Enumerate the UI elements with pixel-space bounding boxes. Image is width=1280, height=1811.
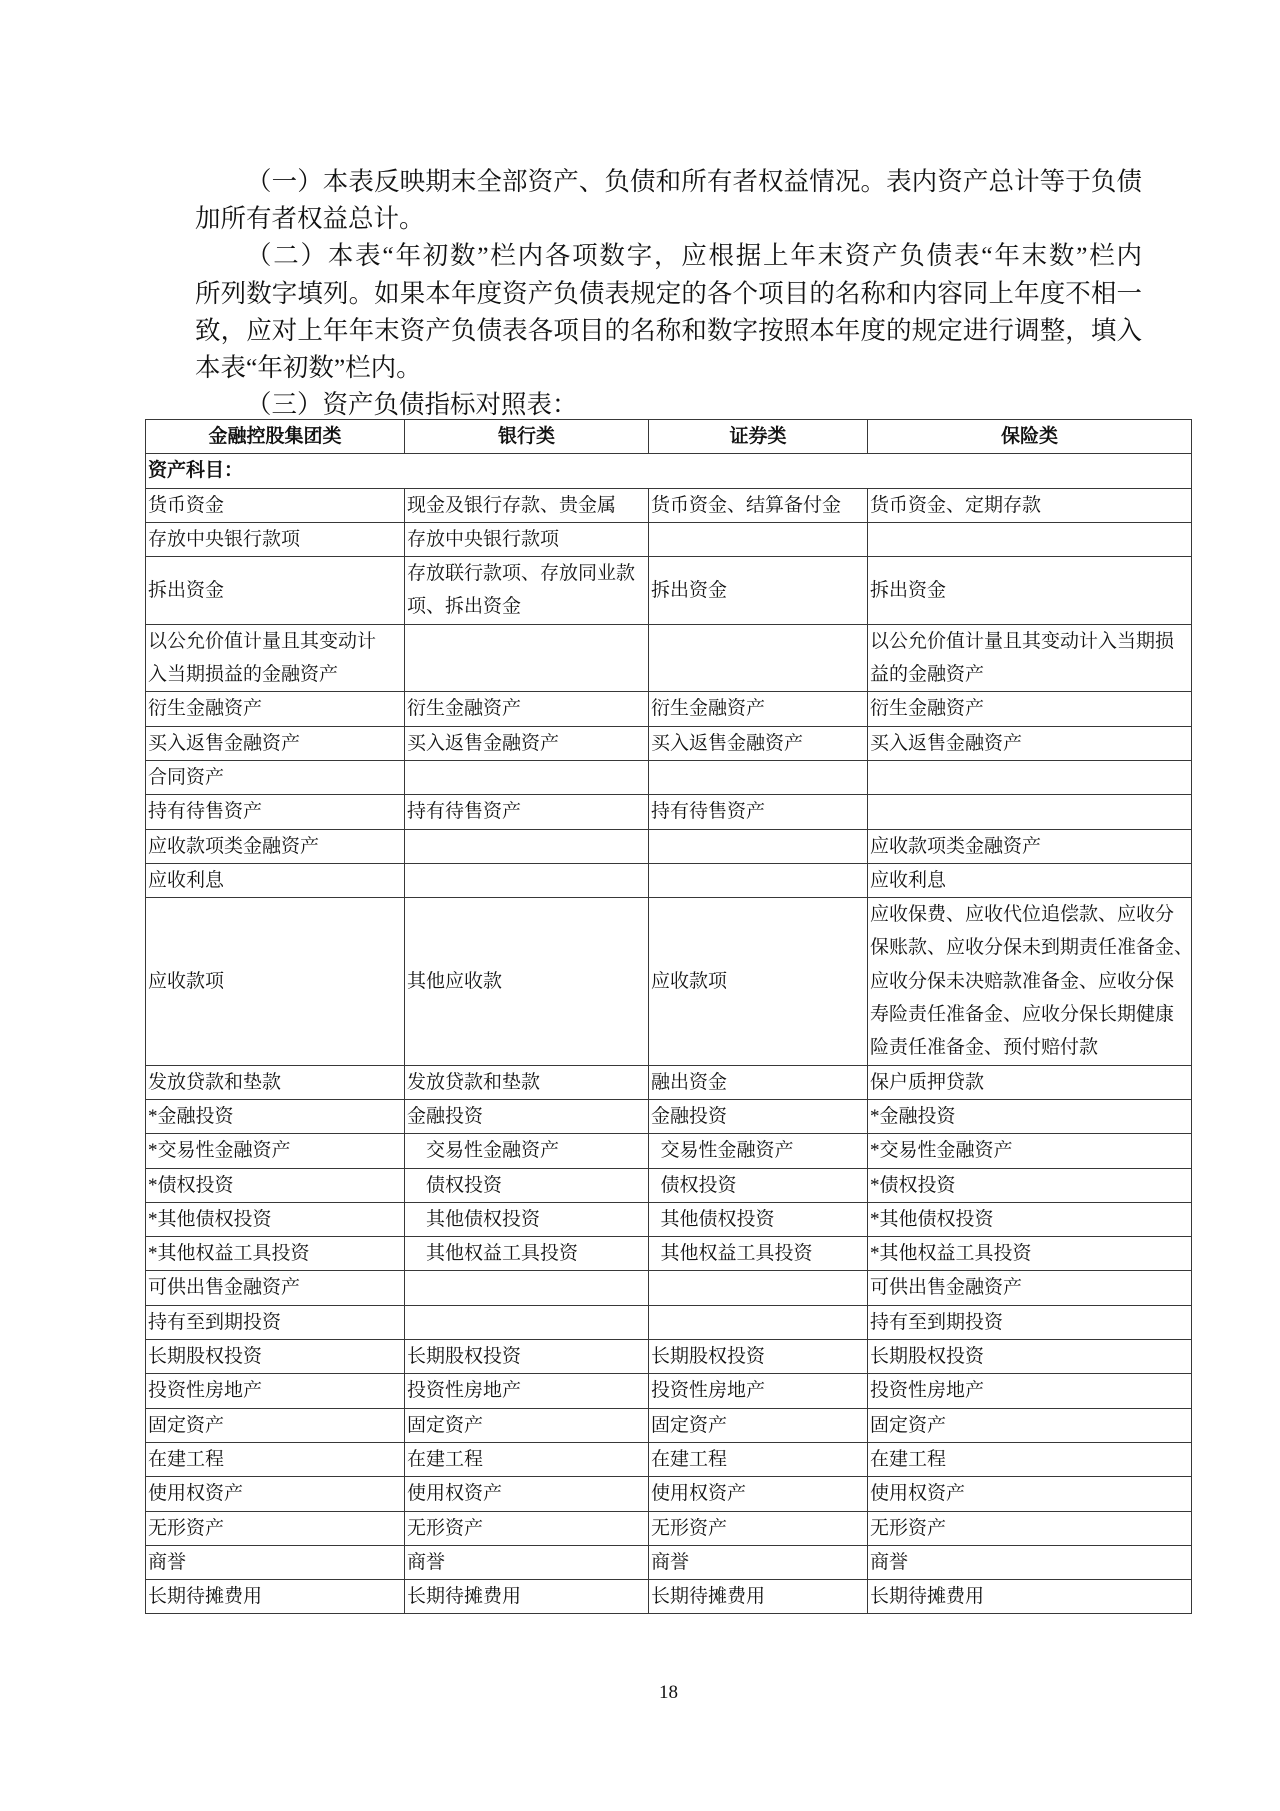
- table-row: [146, 1202, 1192, 1236]
- cell-securities: [649, 829, 868, 863]
- cell-bank: 发放贷款和垫款: [405, 1065, 649, 1099]
- cell-financial-holding: 无形资产: [146, 1511, 405, 1545]
- cell-insurance: 在建工程: [868, 1442, 1192, 1476]
- cell-bank: 债权投资: [405, 1168, 649, 1202]
- cell-bank: 其他权益工具投资: [405, 1237, 649, 1271]
- cell-insurance: 拆出资金: [868, 557, 1192, 625]
- cell-securities: 融出资金: [649, 1065, 868, 1099]
- table-row: [146, 1511, 1192, 1545]
- cell-bank: [405, 1271, 649, 1305]
- cell-bank: 其他应收款: [405, 898, 649, 1065]
- cell-financial-holding: 长期股权投资: [146, 1340, 405, 1374]
- table-row: [146, 829, 1192, 863]
- cell-insurance: 长期待摊费用: [868, 1580, 1192, 1614]
- table-row: [146, 1580, 1192, 1614]
- cell-financial-holding: 商誉: [146, 1545, 405, 1579]
- table-row: [146, 1237, 1192, 1271]
- asset-liability-comparison-table: [145, 419, 1192, 1614]
- paragraph-1: [195, 163, 1142, 237]
- table-row: [146, 1134, 1192, 1168]
- table-row: [146, 760, 1192, 794]
- cell-financial-holding: 应收款项: [146, 898, 405, 1065]
- cell-insurance: [868, 522, 1192, 556]
- cell-insurance: 固定资产: [868, 1408, 1192, 1442]
- cell-bank: 固定资产: [405, 1408, 649, 1442]
- cell-insurance: 衍生金融资产: [868, 692, 1192, 726]
- table-row: [146, 1408, 1192, 1442]
- cell-insurance: *交易性金融资产: [868, 1134, 1192, 1168]
- table-row: [146, 898, 1192, 1065]
- table-row: [146, 624, 1192, 692]
- cell-insurance: 以公允价值计量且其变动计入当期损 益的金融资产: [868, 624, 1192, 692]
- column-header-bank: 银行类: [405, 420, 649, 454]
- cell-securities: 长期待摊费用: [649, 1580, 868, 1614]
- cell-securities: 买入返售金融资产: [649, 726, 868, 760]
- paragraph-line: 加所有者权益总计。: [195, 204, 425, 234]
- cell-financial-holding: *金融投资: [146, 1099, 405, 1133]
- table-row: [146, 522, 1192, 556]
- table-row: [146, 488, 1192, 522]
- cell-insurance: 投资性房地产: [868, 1374, 1192, 1408]
- cell-financial-holding: *其他债权投资: [146, 1202, 405, 1236]
- cell-financial-holding: 货币资金: [146, 488, 405, 522]
- column-header-insurance: 保险类: [868, 420, 1192, 454]
- column-header-securities: 证券类: [649, 420, 868, 454]
- cell-insurance: 应收保费、应收代位追偿款、应收分 保账款、应收分保未到期责任准备金、 应收分保未决赔款准备金、应收分保 寿险责任准备金、应收分保长期健康 险责任准备金、预付赔付款: [868, 898, 1192, 1065]
- cell-financial-holding: 衍生金融资产: [146, 692, 405, 726]
- cell-bank: 买入返售金融资产: [405, 726, 649, 760]
- cell-securities: 其他权益工具投资: [649, 1237, 868, 1271]
- cell-financial-holding: *交易性金融资产: [146, 1134, 405, 1168]
- body-text: [195, 163, 1142, 423]
- cell-securities: 在建工程: [649, 1442, 868, 1476]
- cell-securities: 货币资金、结算备付金: [649, 488, 868, 522]
- cell-financial-holding: 拆出资金: [146, 557, 405, 625]
- cell-financial-holding: 存放中央银行款项: [146, 522, 405, 556]
- cell-financial-holding: 发放贷款和垫款: [146, 1065, 405, 1099]
- cell-financial-holding: 在建工程: [146, 1442, 405, 1476]
- table-row: [146, 1305, 1192, 1339]
- cell-securities: 金融投资: [649, 1099, 868, 1133]
- cell-financial-holding: 买入返售金融资产: [146, 726, 405, 760]
- cell-securities: 投资性房地产: [649, 1374, 868, 1408]
- cell-securities: [649, 1305, 868, 1339]
- cell-bank: 在建工程: [405, 1442, 649, 1476]
- cell-securities: 拆出资金: [649, 557, 868, 625]
- cell-bank: [405, 863, 649, 897]
- cell-financial-holding: 投资性房地产: [146, 1374, 405, 1408]
- cell-bank: [405, 624, 649, 692]
- cell-financial-holding: 可供出售金融资产: [146, 1271, 405, 1305]
- cell-securities: [649, 760, 868, 794]
- paragraph-line: （二）本表“年初数”栏内各项数字，应根据上年末资产负债表“年末数”栏内: [246, 241, 1142, 271]
- cell-securities: 交易性金融资产: [649, 1134, 868, 1168]
- paragraph-line: 本表“年初数”栏内。: [195, 353, 422, 383]
- paragraph-3-table-caption: [195, 386, 1142, 423]
- cell-insurance: 应收利息: [868, 863, 1192, 897]
- table-row: [146, 1340, 1192, 1374]
- table-caption: （三）资产负债指标对照表：: [246, 390, 578, 420]
- cell-insurance: 保户质押贷款: [868, 1065, 1192, 1099]
- paragraph-line: 所列数字填列。如果本年度资产负债表规定的各个项目的名称和内容同上年度不相一: [195, 278, 1142, 308]
- cell-bank: 无形资产: [405, 1511, 649, 1545]
- cell-bank: 商誉: [405, 1545, 649, 1579]
- cell-bank: 现金及银行存款、贵金属: [405, 488, 649, 522]
- cell-insurance: 无形资产: [868, 1511, 1192, 1545]
- cell-securities: 衍生金融资产: [649, 692, 868, 726]
- cell-securities: 债权投资: [649, 1168, 868, 1202]
- cell-insurance: [868, 760, 1192, 794]
- page-number: 18: [659, 1682, 678, 1703]
- cell-insurance: 可供出售金融资产: [868, 1271, 1192, 1305]
- cell-bank: [405, 760, 649, 794]
- table-row: [146, 1065, 1192, 1099]
- cell-securities: 其他债权投资: [649, 1202, 868, 1236]
- cell-insurance: 长期股权投资: [868, 1340, 1192, 1374]
- cell-bank: 存放联行款项、存放同业款 项、拆出资金: [405, 557, 649, 625]
- paragraph-line: 致，应对上年年末资产负债表各项目的名称和数字按照本年度的规定进行调整，填入: [195, 315, 1142, 345]
- table-row: [146, 795, 1192, 829]
- cell-bank: [405, 829, 649, 863]
- cell-insurance: *金融投资: [868, 1099, 1192, 1133]
- cell-financial-holding: 应收利息: [146, 863, 405, 897]
- table-row: [146, 557, 1192, 625]
- cell-bank: 存放中央银行款项: [405, 522, 649, 556]
- table-row: [146, 726, 1192, 760]
- cell-securities: 无形资产: [649, 1511, 868, 1545]
- table-row: [146, 1168, 1192, 1202]
- cell-securities: [649, 1271, 868, 1305]
- cell-financial-holding: 以公允价值计量且其变动计 入当期损益的金融资产: [146, 624, 405, 692]
- cell-insurance: 商誉: [868, 1545, 1192, 1579]
- cell-securities: [649, 863, 868, 897]
- table-row: [146, 1477, 1192, 1511]
- cell-bank: 衍生金融资产: [405, 692, 649, 726]
- cell-insurance: 货币资金、定期存款: [868, 488, 1192, 522]
- table-row: [146, 863, 1192, 897]
- cell-bank: 金融投资: [405, 1099, 649, 1133]
- cell-financial-holding: 长期待摊费用: [146, 1580, 405, 1614]
- cell-financial-holding: 持有至到期投资: [146, 1305, 405, 1339]
- cell-insurance: 使用权资产: [868, 1477, 1192, 1511]
- table-row: [146, 1271, 1192, 1305]
- cell-bank: 投资性房地产: [405, 1374, 649, 1408]
- cell-financial-holding: *债权投资: [146, 1168, 405, 1202]
- cell-insurance: *债权投资: [868, 1168, 1192, 1202]
- cell-insurance: *其他权益工具投资: [868, 1237, 1192, 1271]
- section-row: [146, 454, 1192, 488]
- column-header-financial-holding: 金融控股集团类: [146, 420, 405, 454]
- cell-insurance: 持有至到期投资: [868, 1305, 1192, 1339]
- paragraph-2: [195, 237, 1142, 386]
- table-row: [146, 692, 1192, 726]
- cell-securities: 长期股权投资: [649, 1340, 868, 1374]
- cell-bank: 持有待售资产: [405, 795, 649, 829]
- cell-financial-holding: 固定资产: [146, 1408, 405, 1442]
- cell-insurance: [868, 795, 1192, 829]
- table-row: [146, 1442, 1192, 1476]
- cell-bank: 其他债权投资: [405, 1202, 649, 1236]
- cell-bank: 长期股权投资: [405, 1340, 649, 1374]
- cell-financial-holding: 使用权资产: [146, 1477, 405, 1511]
- cell-insurance: *其他债权投资: [868, 1202, 1192, 1236]
- cell-securities: 持有待售资产: [649, 795, 868, 829]
- cell-financial-holding: 持有待售资产: [146, 795, 405, 829]
- table-row: [146, 1099, 1192, 1133]
- cell-bank: 交易性金融资产: [405, 1134, 649, 1168]
- cell-financial-holding: 应收款项类金融资产: [146, 829, 405, 863]
- table-body: [146, 454, 1192, 1614]
- cell-bank: 长期待摊费用: [405, 1580, 649, 1614]
- paragraph-line: （一）本表反映期末全部资产、负债和所有者权益情况。表内资产总计等于负债: [246, 167, 1142, 196]
- cell-securities: 固定资产: [649, 1408, 868, 1442]
- cell-securities: 应收款项: [649, 898, 868, 1065]
- cell-bank: [405, 1305, 649, 1339]
- cell-securities: [649, 522, 868, 556]
- table-header-row: [146, 420, 1192, 454]
- cell-financial-holding: 合同资产: [146, 760, 405, 794]
- cell-insurance: 应收款项类金融资产: [868, 829, 1192, 863]
- table-row: [146, 1545, 1192, 1579]
- cell-insurance: 买入返售金融资产: [868, 726, 1192, 760]
- cell-bank: 使用权资产: [405, 1477, 649, 1511]
- table-row: [146, 1374, 1192, 1408]
- section-label: 资产科目：: [146, 454, 1192, 488]
- cell-financial-holding: *其他权益工具投资: [146, 1237, 405, 1271]
- cell-securities: 商誉: [649, 1545, 868, 1579]
- cell-securities: [649, 624, 868, 692]
- cell-securities: 使用权资产: [649, 1477, 868, 1511]
